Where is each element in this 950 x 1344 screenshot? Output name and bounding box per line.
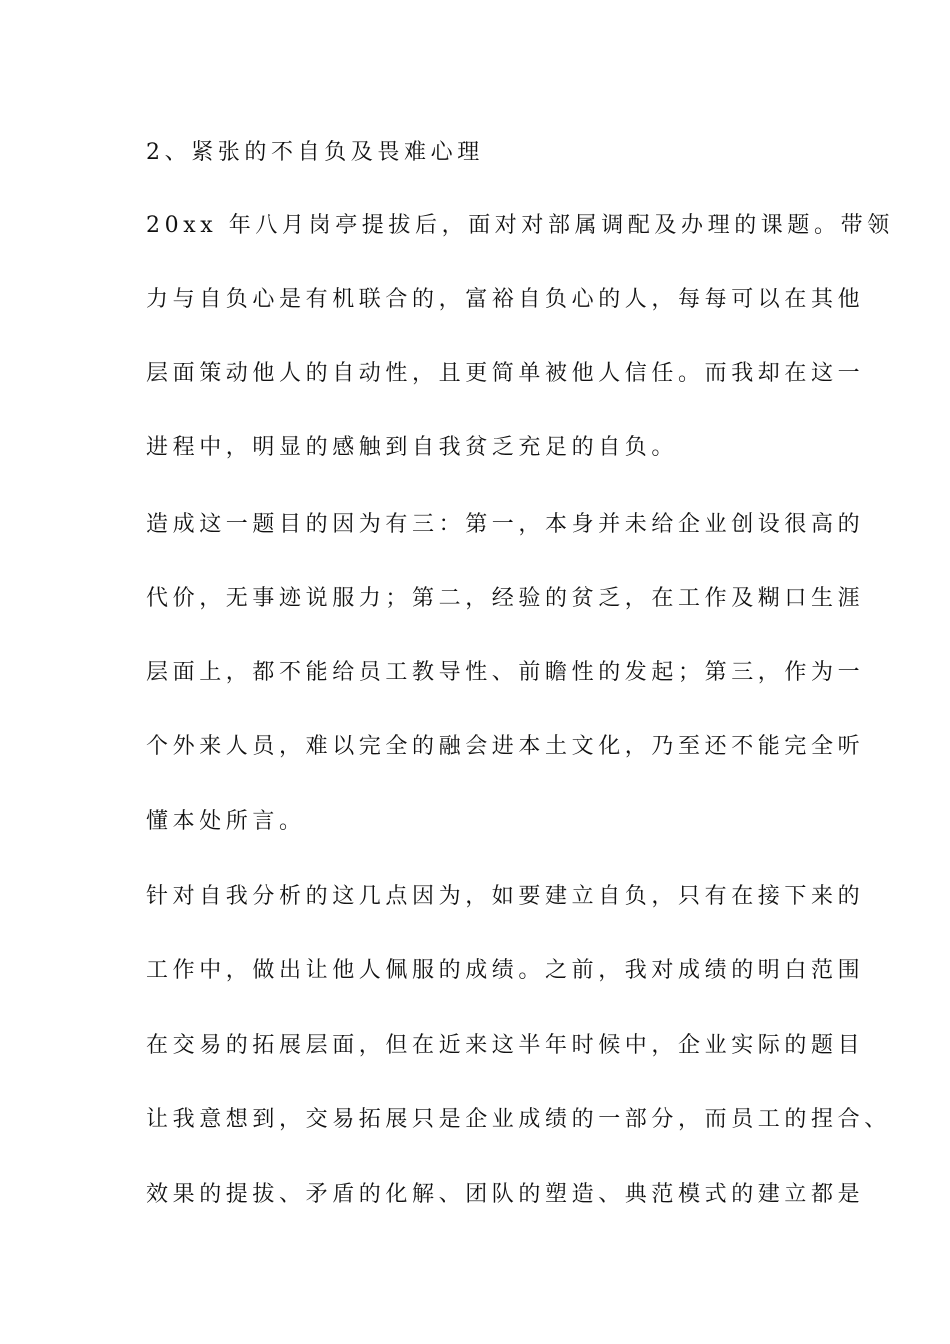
paragraph-line: 懂本处所言。 (146, 809, 306, 834)
section-heading: 2、紧张的不自负及畏难心理 (146, 140, 484, 165)
paragraph-line: 造成这一题目的因为有三：第一，本身并未给企业创设很高的 (146, 512, 865, 537)
paragraph-line: 针对自我分析的这几点因为，如要建立自负，只有在接下来的 (146, 884, 865, 909)
paragraph-line: 个外来人员，难以完全的融会进本土文化，乃至还不能完全听 (146, 734, 865, 759)
paragraph-line: 进程中，明显的感触到自我贫乏充足的自负。 (146, 435, 679, 460)
paragraph-line: 20xx 年八月岗亭提拔后，面对对部属调配及办理的课题。带领 (146, 213, 894, 238)
paragraph-line: 层面策动他人的自动性，且更简单被他人信任。而我却在这一 (146, 361, 865, 386)
paragraph-line: 效果的提拔、矛盾的化解、团队的塑造、典范模式的建立都是 (146, 1182, 865, 1207)
paragraph-line: 在交易的拓展层面，但在近来这半年时候中，企业实际的题目 (146, 1033, 865, 1058)
paragraph-line: 力与自负心是有机联合的，富裕自负心的人，每每可以在其他 (146, 287, 865, 312)
paragraph-line: 代价，无事迹说服力；第二，经验的贫乏，在工作及糊口生涯 (146, 586, 865, 611)
paragraph-line: 工作中，做出让他人佩服的成绩。之前，我对成绩的明白范围 (146, 958, 865, 983)
paragraph-line: 层面上，都不能给员工教导性、前瞻性的发起；第三，作为一 (146, 660, 865, 685)
paragraph-line: 让我意想到，交易拓展只是企业成绩的一部分，而员工的捏合、 (146, 1107, 891, 1132)
